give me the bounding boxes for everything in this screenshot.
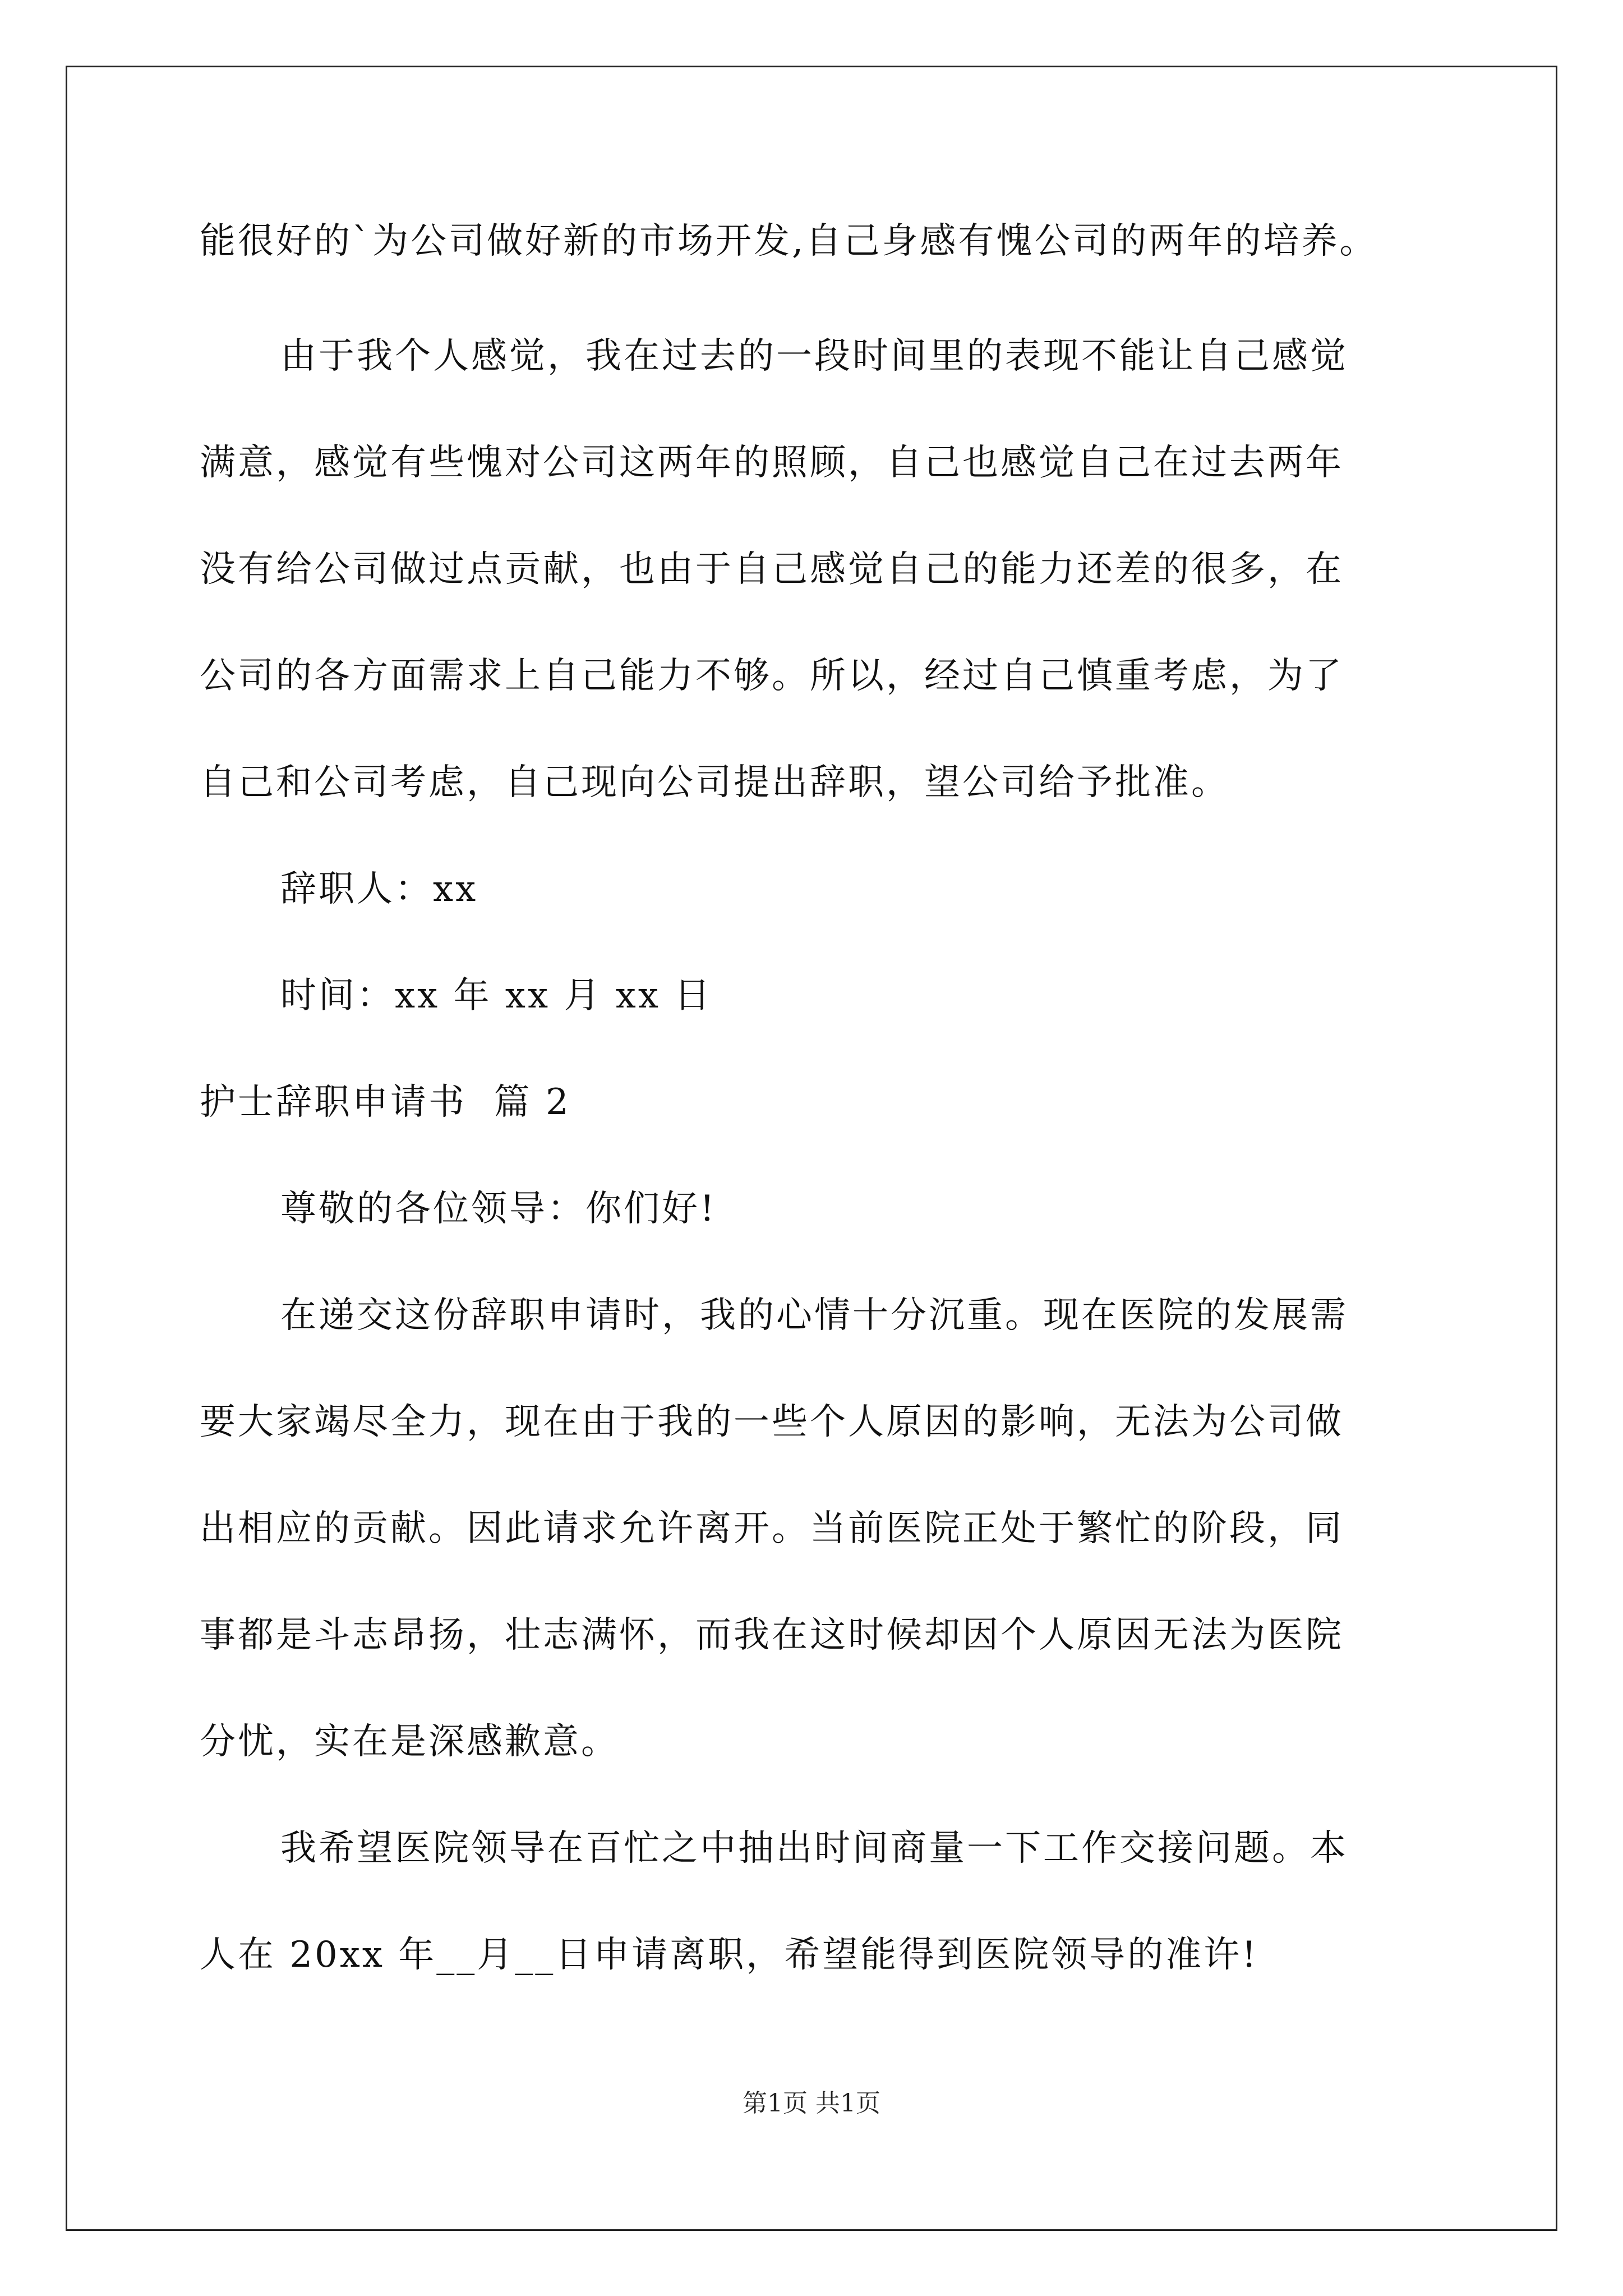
text-line: 由于我个人感觉，我在过去的一段时间里的表现不能让自己感觉 [280, 335, 1348, 377]
page-footer: 第1页 共1页 [743, 2089, 880, 2118]
page-frame [66, 66, 1557, 2231]
text-line: 要大家竭尽全力，现在由于我的一些个人原因的影响，无法为公司做 [200, 1401, 1344, 1443]
text-line: 事都是斗志昂扬，壮志满怀，而我在这时候却因个人原因无法为医院 [200, 1614, 1344, 1656]
text-line: 没有给公司做过点贡献，也由于自己感觉自己的能力还差的很多，在 [200, 549, 1344, 590]
text-line: 自己和公司考虑，自己现向公司提出辞职，望公司给予批准。 [200, 762, 1229, 803]
text-line: 我希望医院领导在百忙之中抽出时间商量一下工作交接问题。本 [280, 1828, 1348, 1869]
section-heading: 护士辞职申请书 篇 2 [200, 1082, 571, 1123]
salutation-line: 尊敬的各位领导：你们好! [280, 1188, 717, 1230]
text-line: 出相应的贡献。因此请求允许离开。当前医院正处于繁忙的阶段，同 [200, 1508, 1344, 1549]
date-line: 时间：xx 年 xx 月 xx 日 [280, 975, 713, 1016]
text-line: 满意，感觉有些愧对公司这两年的照顾，自己也感觉自己在过去两年 [200, 442, 1344, 484]
text-line: 人在 20xx 年__月__日申请离职，希望能得到医院领导的准许! [200, 1934, 1259, 1976]
signatory-line: 辞职人：xx [280, 868, 478, 910]
text-line: 在递交这份辞职申请时，我的心情十分沉重。现在医院的发展需 [280, 1295, 1348, 1336]
text-line: 公司的各方面需求上自己能力不够。所以，经过自己慎重考虑，为了 [200, 655, 1344, 697]
text-line: 分忧，实在是深感歉意。 [200, 1721, 619, 1763]
text-line: 能很好的`为公司做好新的市场开发,自己身感有愧公司的两年的培养。 [200, 220, 1378, 262]
